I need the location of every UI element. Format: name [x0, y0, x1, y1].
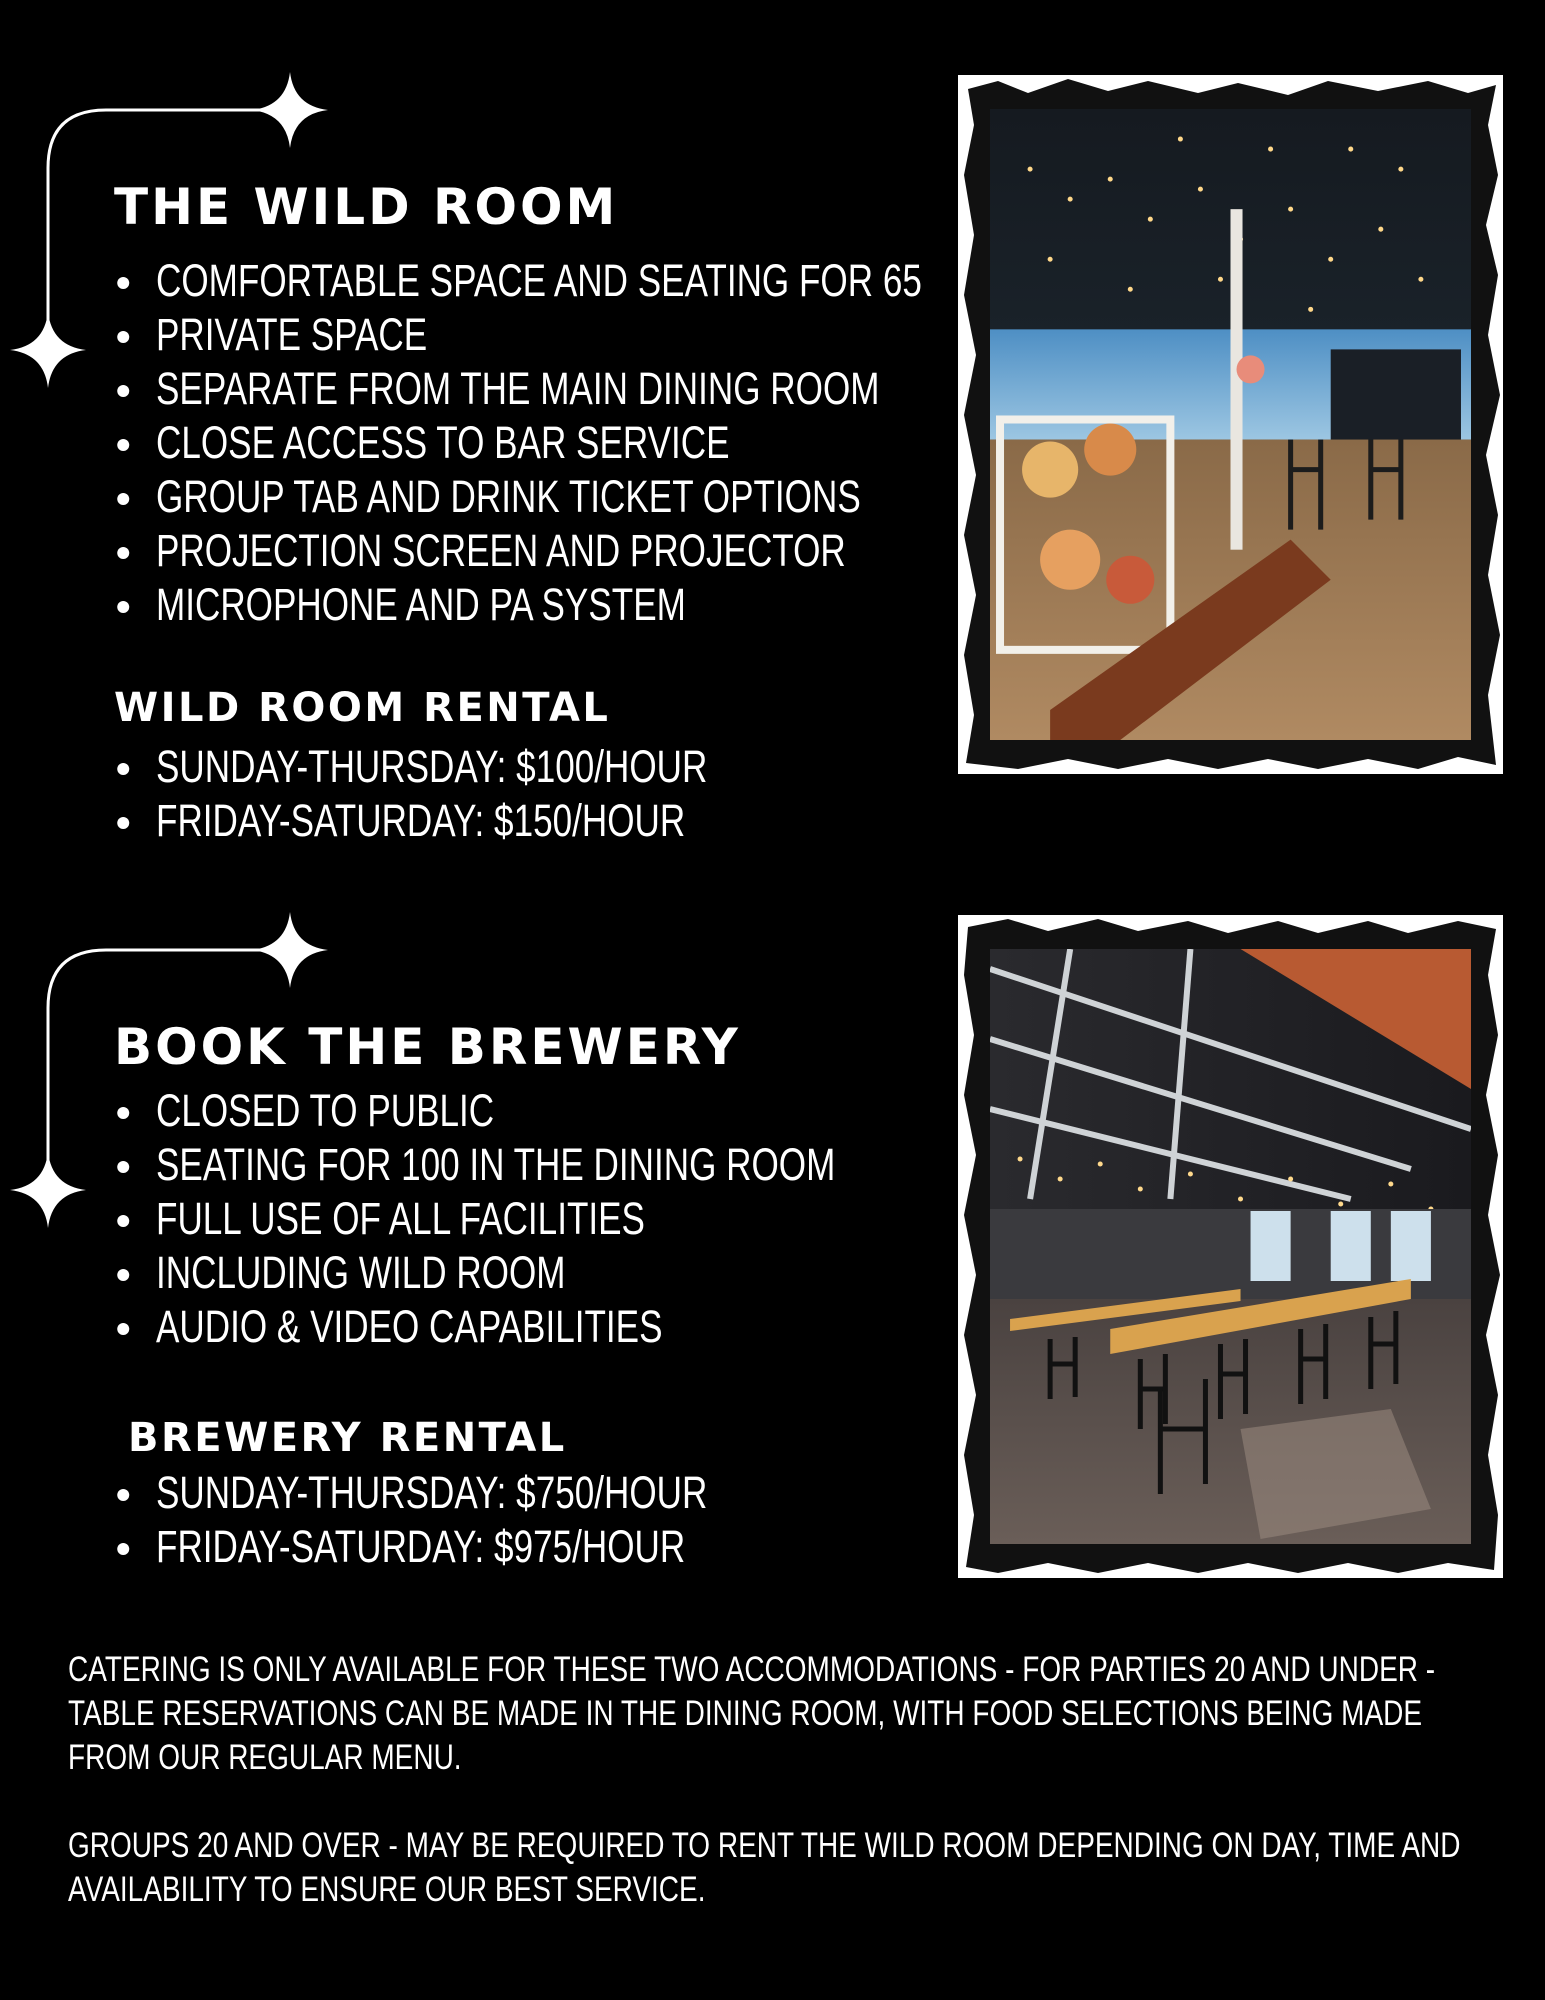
wild-room-price-list — [114, 740, 863, 848]
list-item: GROUP TAB AND DRINK TICKET OPTIONS — [156, 470, 922, 524]
list-item: SEPARATE FROM THE MAIN DINING ROOM — [156, 362, 922, 416]
price-item: FRIDAY-SATURDAY: $150/HOUR — [156, 794, 707, 848]
sparkle-icon — [10, 1152, 86, 1228]
list-item: COMFORTABLE SPACE AND SEATING FOR 65 — [156, 255, 922, 306]
list-item: CLOSE ACCESS TO BAR SERVICE — [156, 416, 922, 470]
list-item: PROJECTION SCREEN AND PROJECTOR — [156, 524, 922, 578]
rental-heading: BREWERY RENTAL — [128, 1415, 567, 1461]
brewery-feature-list — [114, 1084, 1027, 1354]
price-item: FRIDAY-SATURDAY: $975/HOUR — [156, 1520, 707, 1574]
sparkle-icon — [10, 312, 86, 388]
list-item: SEATING FOR 100 IN THE DINING ROOM — [156, 1139, 836, 1190]
sparkle-icon — [252, 912, 328, 988]
wild-room-photo-frame — [958, 75, 1503, 774]
rental-heading: WILD ROOM RENTAL — [114, 685, 611, 731]
list-item: AUDIO & VIDEO CAPABILITIES — [156, 1300, 835, 1354]
list-item: MICROPHONE AND PA SYSTEM — [156, 578, 922, 632]
price-item: SUNDAY-THURSDAY: $100/HOUR — [156, 741, 708, 792]
list-item: FULL USE OF ALL FACILITIES — [156, 1192, 835, 1246]
brewery-photo — [990, 949, 1471, 1544]
footer-notes — [68, 1648, 1508, 1956]
brewery-section — [0, 840, 1545, 1620]
wild-room-section — [0, 0, 1545, 880]
section-title: BOOK THE BREWERY — [114, 1018, 741, 1076]
list-item: INCLUDING WILD ROOM — [156, 1246, 835, 1300]
list-item: CLOSED TO PUBLIC — [156, 1084, 835, 1138]
brewery-photo-frame — [958, 915, 1503, 1578]
sparkle-icon — [252, 72, 328, 148]
list-item: PRIVATE SPACE — [156, 308, 922, 362]
catering-note: CATERING IS ONLY AVAILABLE FOR THESE TWO ACCOMMODATIONS - FOR PARTIES 20 AND UNDER - TABLE RESERVATIONS CAN BE MADE IN THE DINING ROOM, WITH FOOD SELECTIONS BEING MADE FROM OUR REGULAR MENU. — [68, 1650, 1436, 1777]
brewery-price-list — [114, 1466, 863, 1574]
price-item: SUNDAY-THURSDAY: $750/HOUR — [156, 1467, 708, 1518]
groups-note: GROUPS 20 AND OVER - MAY BE REQUIRED TO RENT THE WILD ROOM DEPENDING ON DAY, TIME AND AVAILABILITY TO ENSURE OUR BEST SERVICE. — [68, 1826, 1461, 1909]
section-title: THE WILD ROOM — [114, 178, 619, 236]
wild-room-photo — [990, 109, 1471, 740]
